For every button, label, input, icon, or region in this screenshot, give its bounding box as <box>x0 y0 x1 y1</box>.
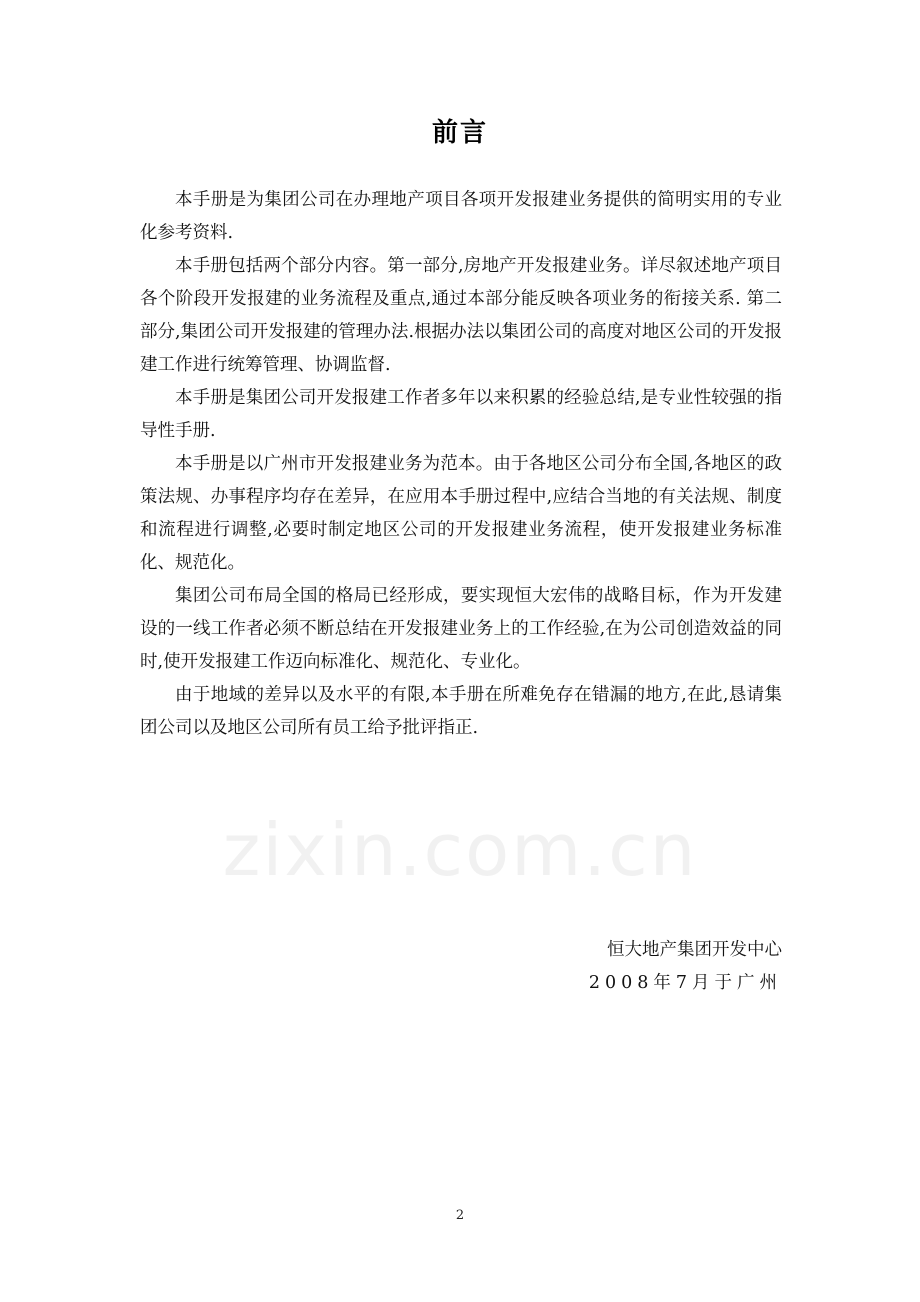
signature-block <box>589 934 782 1000</box>
signature-organization: 恒大地产集团开发中心 <box>607 940 782 960</box>
watermark: zixin.com.cn <box>222 808 698 892</box>
body-text <box>140 184 782 745</box>
page-number: 2 <box>455 1208 465 1223</box>
page-title: 前言 <box>431 118 488 148</box>
paragraph-1: 本手册是为集团公司在办理地产项目各项开发报建业务提供的简明实用的专业化参考资料. <box>140 190 782 243</box>
paragraph-3: 本手册是集团公司开发报建工作者多年以来积累的经验总结,是专业性较强的指导性手册. <box>140 388 782 441</box>
signature-date: 2008年7月于广州 <box>588 973 782 993</box>
paragraph-2: 本手册包括两个部分内容。第一部分,房地产开发报建业务。详尽叙述地产项目各个阶段开发报建的业务流程及重点,通过本部分能反映各项业务的衔接关系. 第二部分,集团公司开发报建的管理办法.根据办法以集团公司的高度对地区公司的开发报建工作进行统筹管理、协调监督. <box>140 256 782 375</box>
paragraph-6: 由于地域的差异以及水平的有限,本手册在所难免存在错漏的地方,在此,恳请集团公司以及地区公司所有员工给予批评指正. <box>140 685 782 738</box>
paragraph-5: 集团公司布局全国的格局已经形成，要实现恒大宏伟的战略目标，作为开发建设的一线工作者必须不断总结在开发报建业务上的工作经验,在为公司创造效益的同时,使开发报建工作迈向标准化、规范化、专业化。 <box>140 586 782 672</box>
paragraph-4: 本手册是以广州市开发报建业务为范本。由于各地区公司分布全国,各地区的政策法规、办事程序均存在差异，在应用本手册过程中,应结合当地的有关法规、制度和流程进行调整,必要时制定地区公司的开发报建业务流程，使开发报建业务标准化、规范化。 <box>140 454 782 573</box>
